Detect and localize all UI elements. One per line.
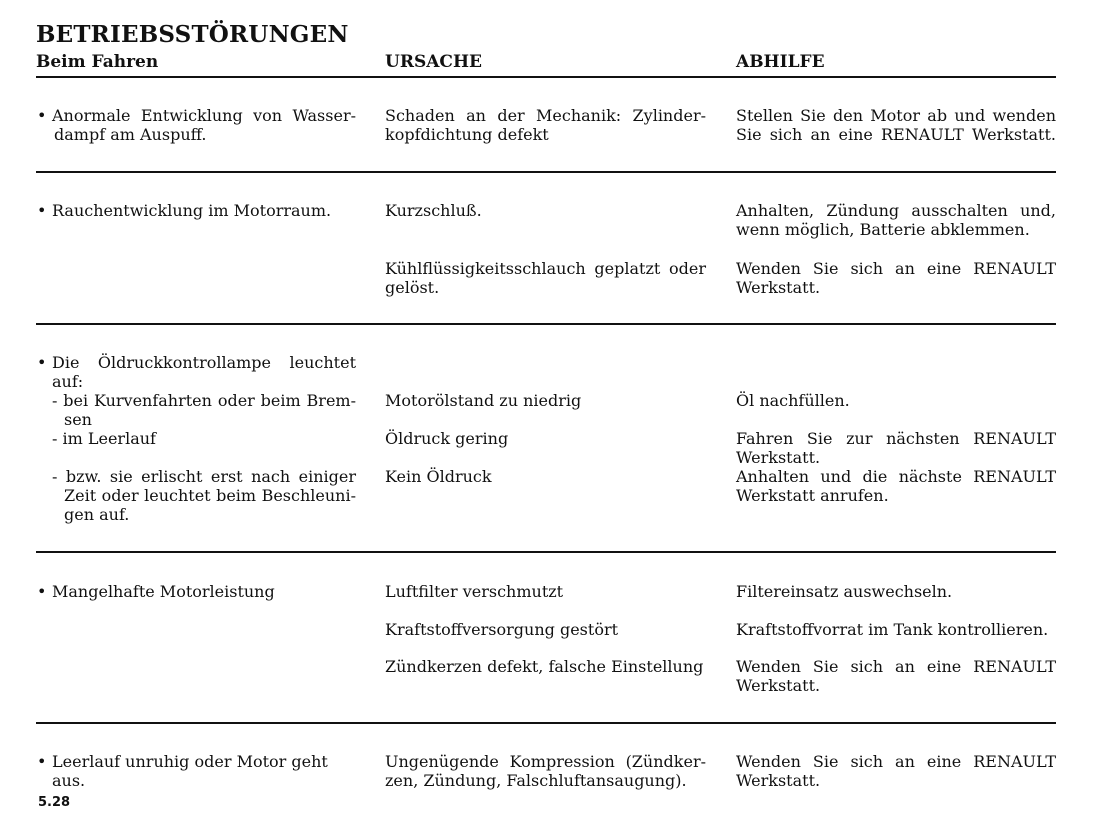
remedy-line: Sie sich an eine RENAULT Werkstatt. bbox=[736, 125, 1056, 144]
cause-cell bbox=[385, 582, 706, 601]
cause-line: Kurzschluß. bbox=[385, 201, 482, 220]
remedy-line: Werkstatt. bbox=[736, 448, 821, 467]
remedy-line: Anhalten, Zündung ausschalten und, bbox=[736, 201, 1056, 220]
remedy-line: Kraftstoffvorrat im Tank kontrollieren. bbox=[736, 620, 1049, 639]
symptom-subline: - im Leerlauf bbox=[52, 429, 156, 448]
cause-cell bbox=[385, 259, 706, 297]
symptom-cell bbox=[52, 752, 356, 790]
cause-cell bbox=[385, 391, 706, 410]
remedy-cell bbox=[736, 201, 1056, 239]
remedy-line: Wenden Sie sich an eine RENAULT bbox=[736, 752, 1056, 771]
remedy-cell bbox=[736, 391, 1056, 410]
remedy-line: Stellen Sie den Motor ab und wenden bbox=[736, 106, 1056, 125]
header-rule bbox=[36, 76, 1056, 78]
symptom-subline: - bei Kurvenfahrten oder beim Brem- bbox=[52, 391, 356, 410]
symptom-line: • Rauchentwicklung im Motorraum. bbox=[52, 201, 356, 220]
cause-cell bbox=[385, 106, 706, 144]
cause-line: gelöst. bbox=[385, 278, 440, 297]
cause-line: kopfdichtung defekt bbox=[385, 125, 549, 144]
remedy-line: Wenden Sie sich an eine RENAULT bbox=[736, 657, 1056, 676]
section-divider bbox=[36, 551, 1056, 553]
section-divider bbox=[36, 171, 1056, 173]
cause-cell bbox=[385, 429, 706, 448]
cause-line: Schaden an der Mechanik: Zylinder- bbox=[385, 106, 706, 125]
section-divider bbox=[36, 323, 1056, 325]
remedy-cell bbox=[736, 429, 1056, 467]
remedy-line: Werkstatt. bbox=[736, 676, 821, 695]
remedy-line: Fahren Sie zur nächsten RENAULT bbox=[736, 429, 1056, 448]
cause-line: Zündkerzen defekt, falsche Einstellung bbox=[385, 657, 704, 676]
cause-cell bbox=[385, 752, 706, 790]
remedy-cell bbox=[736, 657, 1056, 695]
cause-cell bbox=[385, 467, 706, 486]
cause-line: Öldruck gering bbox=[385, 429, 509, 448]
symptom-subline: sen bbox=[64, 410, 92, 429]
symptom-line: • Mangelhafte Motorleistung bbox=[52, 582, 356, 601]
cause-line: Kühlflüssigkeitsschlauch geplatzt oder bbox=[385, 259, 706, 278]
symptom-cell bbox=[52, 353, 356, 524]
remedy-line: Wenden Sie sich an eine RENAULT bbox=[736, 259, 1056, 278]
remedy-cell bbox=[736, 582, 1056, 601]
cause-cell bbox=[385, 201, 706, 220]
page-number: 5.28 bbox=[38, 795, 71, 810]
cause-line: Ungenügende Kompression (Zündker- bbox=[385, 752, 706, 771]
symptom-line: • Leerlauf unruhig oder Motor geht aus. bbox=[52, 752, 356, 790]
cause-line: zen, Zündung, Falschluftansaugung). bbox=[385, 771, 687, 790]
remedy-line: Werkstatt. bbox=[736, 278, 821, 297]
remedy-line: Filtereinsatz auswechseln. bbox=[736, 582, 953, 601]
remedy-line: Öl nachfüllen. bbox=[736, 391, 850, 410]
cause-line: Kein Öldruck bbox=[385, 467, 492, 486]
cause-cell bbox=[385, 620, 706, 639]
symptom-subline: - bzw. sie erlischt erst nach einiger bbox=[52, 467, 356, 486]
symptom-line: dampf am Auspuff. bbox=[54, 125, 207, 144]
remedy-cell bbox=[736, 467, 1056, 505]
symptom-line: auf: bbox=[52, 372, 84, 391]
symptom-line: • Anormale Entwicklung von Wasser- bbox=[52, 106, 356, 125]
remedy-cell bbox=[736, 259, 1056, 297]
cause-cell bbox=[385, 657, 706, 676]
header-abhilfe: ABHILFE bbox=[736, 52, 825, 72]
cause-line: Motorölstand zu niedrig bbox=[385, 391, 582, 410]
remedy-cell bbox=[736, 620, 1056, 639]
symptom-cell bbox=[52, 582, 356, 601]
symptom-cell bbox=[52, 201, 356, 220]
remedy-cell bbox=[736, 752, 1056, 790]
cause-line: Luftfilter verschmutzt bbox=[385, 582, 564, 601]
remedy-cell bbox=[736, 106, 1056, 144]
header-ursache: URSACHE bbox=[385, 52, 482, 72]
symptom-subline: gen auf. bbox=[64, 505, 130, 524]
page-title: BETRIEBSSTÖRUNGEN bbox=[36, 21, 349, 48]
section-divider bbox=[36, 722, 1056, 724]
remedy-line: Werkstatt. bbox=[736, 771, 821, 790]
symptom-cell bbox=[52, 106, 356, 144]
remedy-line: Anhalten und die nächste RENAULT bbox=[736, 467, 1056, 486]
remedy-line: wenn möglich, Batterie abklemmen. bbox=[736, 220, 1030, 239]
cause-line: Kraftstoffversorgung gestört bbox=[385, 620, 619, 639]
remedy-line: Werkstatt anrufen. bbox=[736, 486, 889, 505]
header-beim-fahren: Beim Fahren bbox=[36, 52, 159, 72]
symptom-line: • Die Öldruckkontrollampe leuchtet bbox=[52, 353, 356, 372]
symptom-subline: Zeit oder leuchtet beim Beschleuni- bbox=[64, 486, 356, 505]
